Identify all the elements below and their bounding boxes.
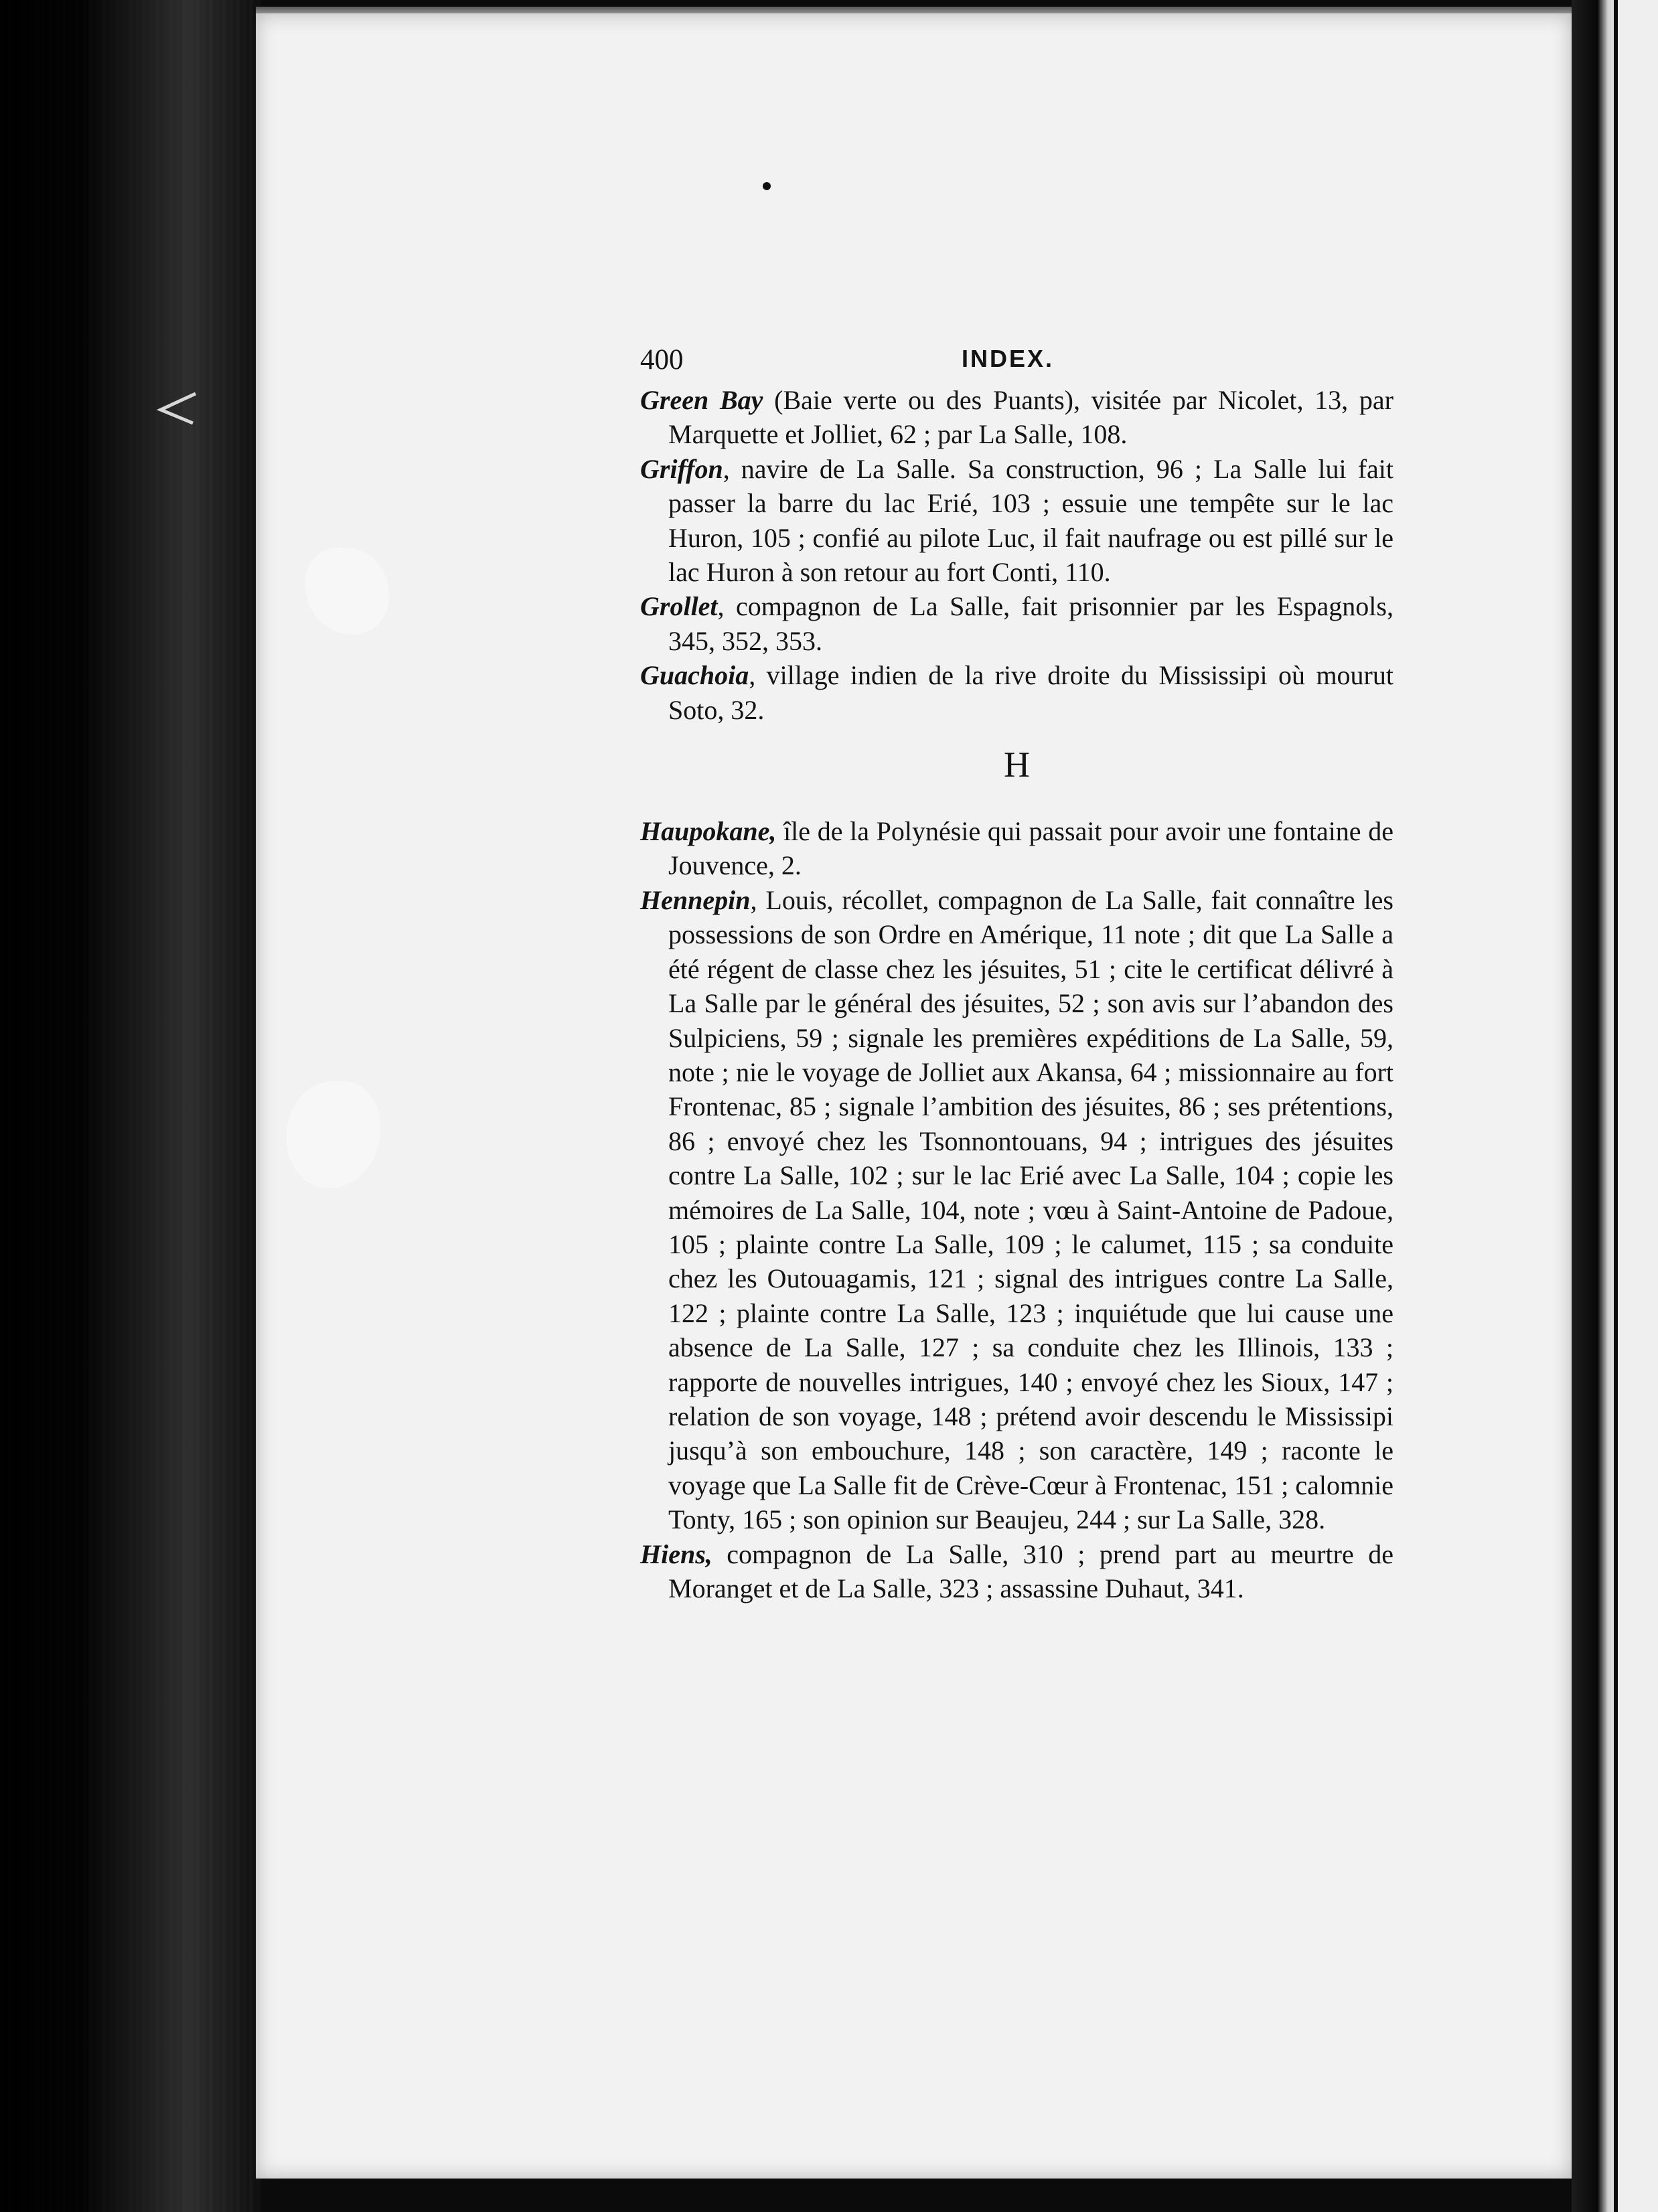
page-number: 400 — [640, 344, 684, 376]
section-letter-heading: H — [1004, 744, 1030, 785]
entry-term: Hiens, — [640, 1538, 712, 1569]
index-entry — [640, 589, 1393, 658]
entry-term: Hennepin — [640, 884, 751, 915]
page-header — [640, 343, 1393, 382]
entry-term: Griffon — [640, 453, 723, 484]
entry-term: Green Bay — [640, 385, 763, 415]
book-spine-edge — [0, 0, 261, 2212]
gutter-line — [1614, 0, 1618, 2212]
entry-text: , village indien de la rive droite du Mississipi où mourut Soto, 32. — [668, 660, 1393, 725]
index-text-block — [640, 343, 1393, 1605]
index-section-h — [640, 814, 1393, 1605]
entry-text: , navire de La Salle. Sa construction, 96 ; La Salle lui fait passer la barre du lac Erié, 103 ; essuie une tempête sur le lac Huron, 105 ; confié au pilote Luc, il fait naufrage ou est pillé sur le lac Huron à son retour au fort Conti, 110. — [668, 453, 1393, 588]
entry-term: Haupokane, — [640, 816, 777, 847]
margin-mark-icon — [149, 388, 202, 428]
index-entry — [640, 883, 1393, 1537]
entry-term: Grollet — [640, 591, 718, 622]
running-head: INDEX. — [962, 345, 1055, 372]
entry-text: , compagnon de La Salle, fait prisonnier par les Espagnols, 345, 352, 353. — [668, 591, 1393, 656]
entry-text: compagnon de La Salle, 310 ; prend part au meurtre de Moranget et de La Salle, 323 ; assassine Duhaut, 341. — [668, 1538, 1393, 1603]
index-entry — [640, 383, 1393, 452]
index-section-g — [640, 383, 1393, 727]
index-entry — [640, 452, 1393, 590]
index-entry — [640, 1537, 1393, 1606]
entry-text: île de la Polynésie qui passait pour avoir une fontaine de Jouvence, 2. — [668, 816, 1393, 881]
index-entry — [640, 658, 1393, 727]
entry-term: Guachoia — [640, 660, 749, 691]
ink-dot — [763, 182, 771, 190]
entry-text: (Baie verte ou des Puants), visitée par Nicolet, 13, par Marquette et Jolliet, 62 ; par La Salle, 108. — [668, 385, 1393, 450]
entry-text: , Louis, récollet, compagnon de La Salle, fait connaître les possessions de son Ordre en Amérique, 11 note ; dit que La Salle a été régent de classe chez les jésuites, 51 ; cite le certificat délivré à La Salle par le général des jésuites, 52 ; son avis sur l’abandon des Sulpiciens, 59 ; signale les premières expéditions de La Salle, 59, note ; nie le voyage de Jolliet aux Akansa, 64 ; missionnaire au fort Frontenac, 85 ; signale l’ambition des jésuites, 86 ; ses prétentions, 86 ; envoyé chez les Tsonnontouans, 94 ; intrigues des jésuites contre La Salle, 102 ; sur le lac Erié avec La Salle, 104 ; copie les mémoires de La Salle, 104, note ; vœu à Saint-Antoine de Padoue, 105 ; plainte contre La Salle, 109 ; le calumet, 115 ; sa conduite chez les Outouagamis, 121 ; signal des intrigues contre La Salle, 122 ; plainte contre La Salle, 123 ; inquiétude que lui cause une absence de La Salle, 127 ; sa conduite chez les Illinois, 133 ; rapporte de nouvelles intrigues, 140 ; envoyé chez les Sioux, 147 ; relation de son voyage, 148 ; prétend avoir descendu le Mississipi jusqu’à son embouchure, 148 ; son caractère, 149 ; raconte le voyage que La Salle fit de Crève-Cœur à Frontenac, 151 ; calomnie Tonty, 165 ; son opinion sur Beaujeu, 244 ; sur La Salle, 328. — [668, 884, 1393, 1535]
index-entry — [640, 814, 1393, 883]
